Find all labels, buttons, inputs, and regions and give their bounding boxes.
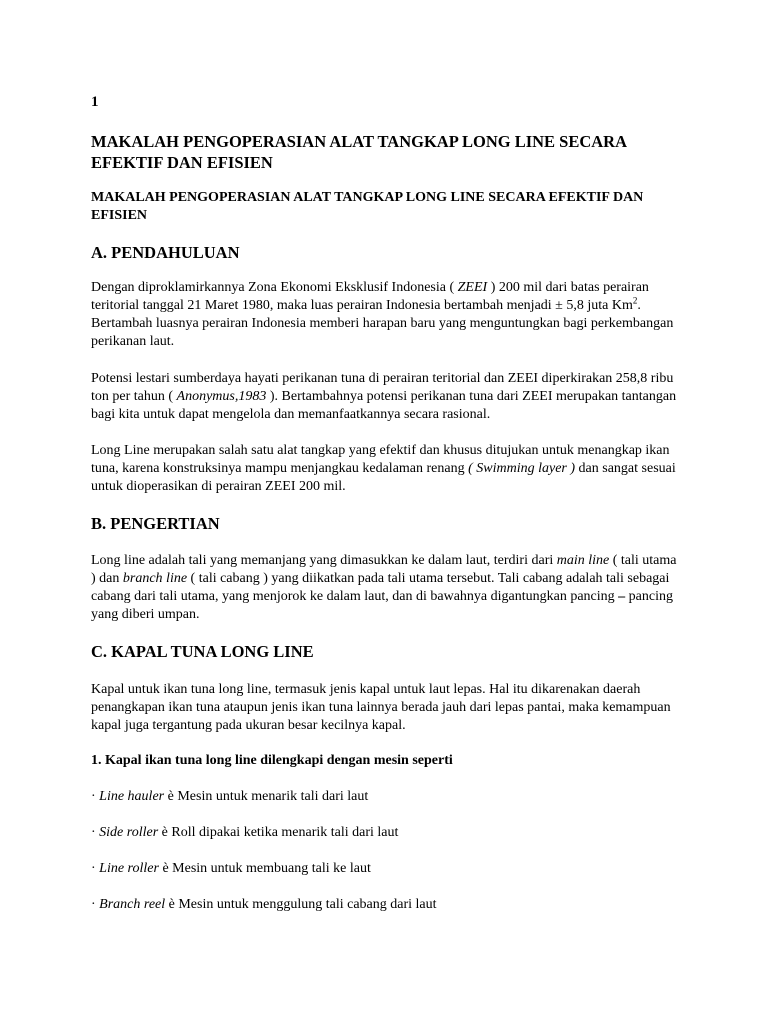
document-title: MAKALAH PENGOPERASIAN ALAT TANGKAP LONG LINE SECARA EFEKTIF DAN EFISIEN [91,132,627,172]
list-item: · Line roller è Mesin untuk membuang tali ke laut [91,861,371,876]
paragraph-pengertian: Long line adalah tali yang memanjang yang dimasukkan ke dalam laut, terdiri dari main line ( tali utama ) dan branch line ( tali cabang ) yang diikatkan pada tali utama tersebut. Tali cabang adalah tali sebagai cabang dari tali utama, yang menjorok ke dalam laut, dan di bawahnya digantungkan pancing – pancing yang diberi umpan. [91,553,677,622]
section-heading-pendahuluan: A. PENDAHULUAN [91,243,240,262]
section-heading-kapal: C. KAPAL TUNA LONG LINE [91,642,314,661]
italic-term: ZEEI [457,280,488,295]
section-heading-pengertian: B. PENGERTIAN [91,514,220,533]
superscript: 2 [632,295,638,306]
list-item: · Line hauler è Mesin untuk menarik tali dari laut [91,789,369,804]
paragraph-long-line: Long Line merupakan salah satu alat tangkap yang efektif dan khusus ditujukan untuk menangkap ikan tuna, karena konstruksinya mampu menjangkau kedalaman renang ( Swimming layer ) dan sangat sesuai untuk dioperasikan di perairan ZEEI 200 mil. [91,443,676,494]
subheading-mesin: 1. Kapal ikan tuna long line dilengkapi dengan mesin seperti [91,753,453,768]
paragraph-zeei: Dengan diproklamirkannya Zona Ekonomi Eksklusif Indonesia ( ZEEI ) 200 mil dari batas perairan teritorial tanggal 21 Maret 1980, maka luas perairan Indonesia bertambah menjadi ± 5,8 juta Km$^2$. Bertambah luasnya perairan Indonesia memberi harapan baru yang menguntungkan bagi perkembangan perikanan laut. [91,280,674,349]
italic-citation: Anonymus,1983 [176,389,267,404]
list-item: · Branch reel è Mesin untuk menggulung tali cabang dari laut [91,897,437,912]
page-number: 1 [91,94,99,110]
list-item: · Side roller è Roll dipakai ketika menarik tali dari laut [91,825,399,840]
document-subtitle: MAKALAH PENGOPERASIAN ALAT TANGKAP LONG LINE SECARA EFEKTIF DAN EFISIEN [91,190,644,223]
italic-term: ( Swimming layer ) [468,461,576,476]
paragraph-potensi: Potensi lestari sumberdaya hayati perikanan tuna di perairan teritorial dan ZEEI diperkirakan 258,8 ribu ton per tahun ( Anonymus,1983 ). Bertambahnya potensi perikanan tuna dari ZEEI merupakan tantangan bagi kita untuk dapat mengelola dan memanfaatkannya secara rasional. [91,371,677,422]
italic-term: main line [556,553,610,568]
paragraph-kapal: Kapal untuk ikan tuna long line, termasuk jenis kapal untuk laut lepas. Hal itu dikarenakan daerah penangkapan ikan tuna ataupun jenis ikan tuna lainnya berada jauh dari lepas pantai, maka kemampuan kapal juga tergantung pada ukuran besar kecilnya kapal. [91,682,671,733]
italic-term: branch line [122,571,188,586]
